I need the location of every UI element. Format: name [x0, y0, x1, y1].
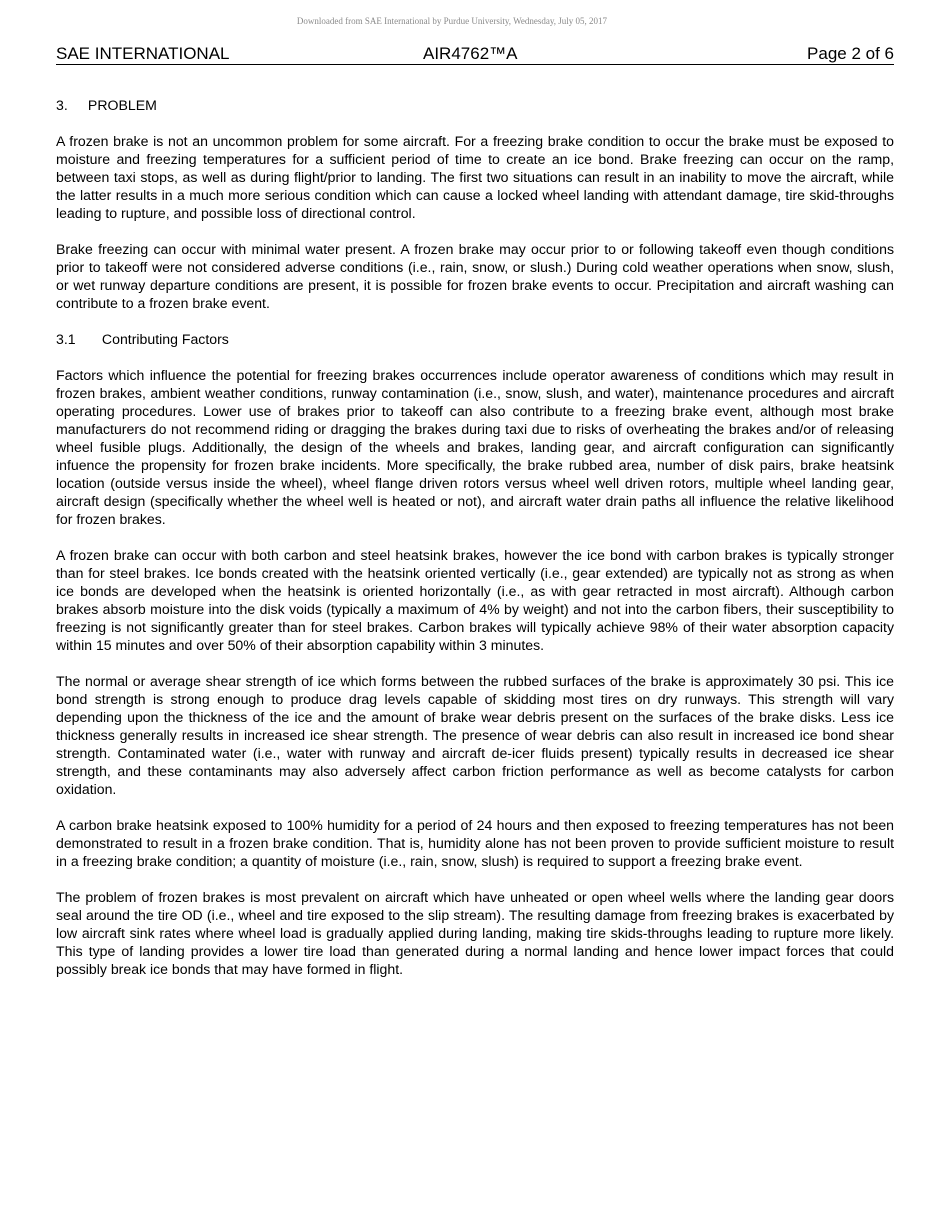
- section-title: PROBLEM: [87, 97, 157, 113]
- section-number: 3.: [56, 97, 68, 113]
- subsection-paragraph: A frozen brake can occur with both carbon and steel heatsink brakes, however the ice bond with carbon brakes is typically stronger than for steel brakes. Ice bonds created with the heatsink oriented vertically (i.e., gear extended) are typically not as strong as when ice bonds are developed when the heatsink is oriented horizontally (i.e., as with gear retracted in most aircraft). Although carbon brakes absorb moisture into the disk voids (typically a maximum of 4% by weight) and not into the carbon fibers, their susceptibility to freezing is not significantly greater than for steel brakes. Carbon brakes will typically achieve 98% of their water absorption capacity within 15 minutes and over 50% of their absorption capability within 3 minutes.: [56, 547, 894, 653]
- page-header: [56, 44, 894, 65]
- header-page-number: Page 2 of 6: [807, 44, 894, 63]
- subsection-number: 3.1: [56, 331, 76, 347]
- subsection-paragraph: The problem of frozen brakes is most prevalent on aircraft which have unheated or open wheel wells where the landing gear doors seal around the tire OD (i.e., wheel and tire exposed to the slip stream). The resulting damage from freezing brakes is exacerbated by low aircraft sink rates where wheel load is gradually applied during landing, making tire skids-throughs leading to rupture more likely. This type of landing provides a lower tire load than generated during a normal landing and hence lower impact forces that could possibly break ice bonds that may have formed in flight.: [56, 889, 894, 977]
- section-heading: [56, 96, 894, 114]
- document-body: [56, 96, 894, 996]
- section-paragraph: A frozen brake is not an uncommon problem for some aircraft. For a freezing brake condition to occur the brake must be exposed to moisture and freezing temperatures for a sufficient period of time to create an ice bond. Brake freezing can occur on the ramp, between taxi stops, as well as during flight/prior to landing. The first two situations can result in an inability to move the aircraft, while the latter results in a much more serious condition which can cause a locked wheel landing with attendant damage, tire skid-throughs leading to rupture, and possible loss of directional control.: [56, 133, 894, 221]
- header-org: SAE INTERNATIONAL: [56, 44, 230, 63]
- subsection-heading: [56, 330, 894, 348]
- section-paragraph: Brake freezing can occur with minimal water present. A frozen brake may occur prior to or following takeoff even though conditions prior to takeoff were not considered adverse conditions (i.e., rain, snow, or slush.) During cold weather operations when snow, slush, or wet runway departure conditions are present, it is possible for frozen brake events to occur. Precipitation and aircraft washing can contribute to a frozen brake event.: [56, 241, 894, 311]
- download-watermark: Downloaded from SAE International by Purdue University, Wednesday, July 05, 2017: [296, 16, 608, 26]
- subsection-title: Contributing Factors: [101, 331, 229, 347]
- subsection-paragraph: The normal or average shear strength of ice which forms between the rubbed surfaces of the brake is approximately 30 psi. This ice bond strength is strong enough to produce drag levels capable of skidding most tires on dry runways. This strength will vary depending upon the thickness of the ice and the amount of brake wear debris present on the surfaces of the brake disks. Less ice thickness generally results in increased ice shear strength. The presence of wear debris can also result in increased ice bond shear strength. Contaminated water (i.e., water with runway and aircraft de-icer fluids present) typically results in decreased ice shear strength, and these contaminants may also adversely affect carbon friction performance as well as become catalysts for carbon oxidation.: [56, 673, 894, 797]
- subsection-paragraph: A carbon brake heatsink exposed to 100% humidity for a period of 24 hours and then exposed to freezing temperatures has not been demonstrated to result in a frozen brake condition. That is, humidity alone has not been proven to provide sufficient moisture to result in a freezing brake condition; a quantity of moisture (i.e., rain, snow, slush) is required to support a freezing brake event.: [56, 817, 894, 869]
- header-doc-id: AIR4762™A: [423, 44, 518, 63]
- subsection-paragraph: Factors which influence the potential for freezing brakes occurrences include operator awareness of conditions which may result in frozen brakes, ambient weather conditions, runway contamination (i.e., snow, slush, and water), maintenance procedures and aircraft operating procedures. Lower use of brakes prior to takeoff can also contribute to a freezing brake event, although most brake manufacturers do not recommend riding or dragging the brakes during taxi due to risks of overheating the brakes and/or of releasing wheel fusible plugs. Additionally, the design of the wheels and brakes, landing gear, and aircraft configuration can significantly infuence the propensity for frozen brake incidents. More specifically, the brake rubbed area, number of disk pairs, brake heatsink location (outside versus inside the wheel), wheel flange driven rotors versus wheel well driven rotors, multiple wheel landing gear, aircraft design (specifically whether the wheel well is heated or not), and aircraft water drain paths all influence the relative likelihood for frozen brakes.: [56, 367, 894, 527]
